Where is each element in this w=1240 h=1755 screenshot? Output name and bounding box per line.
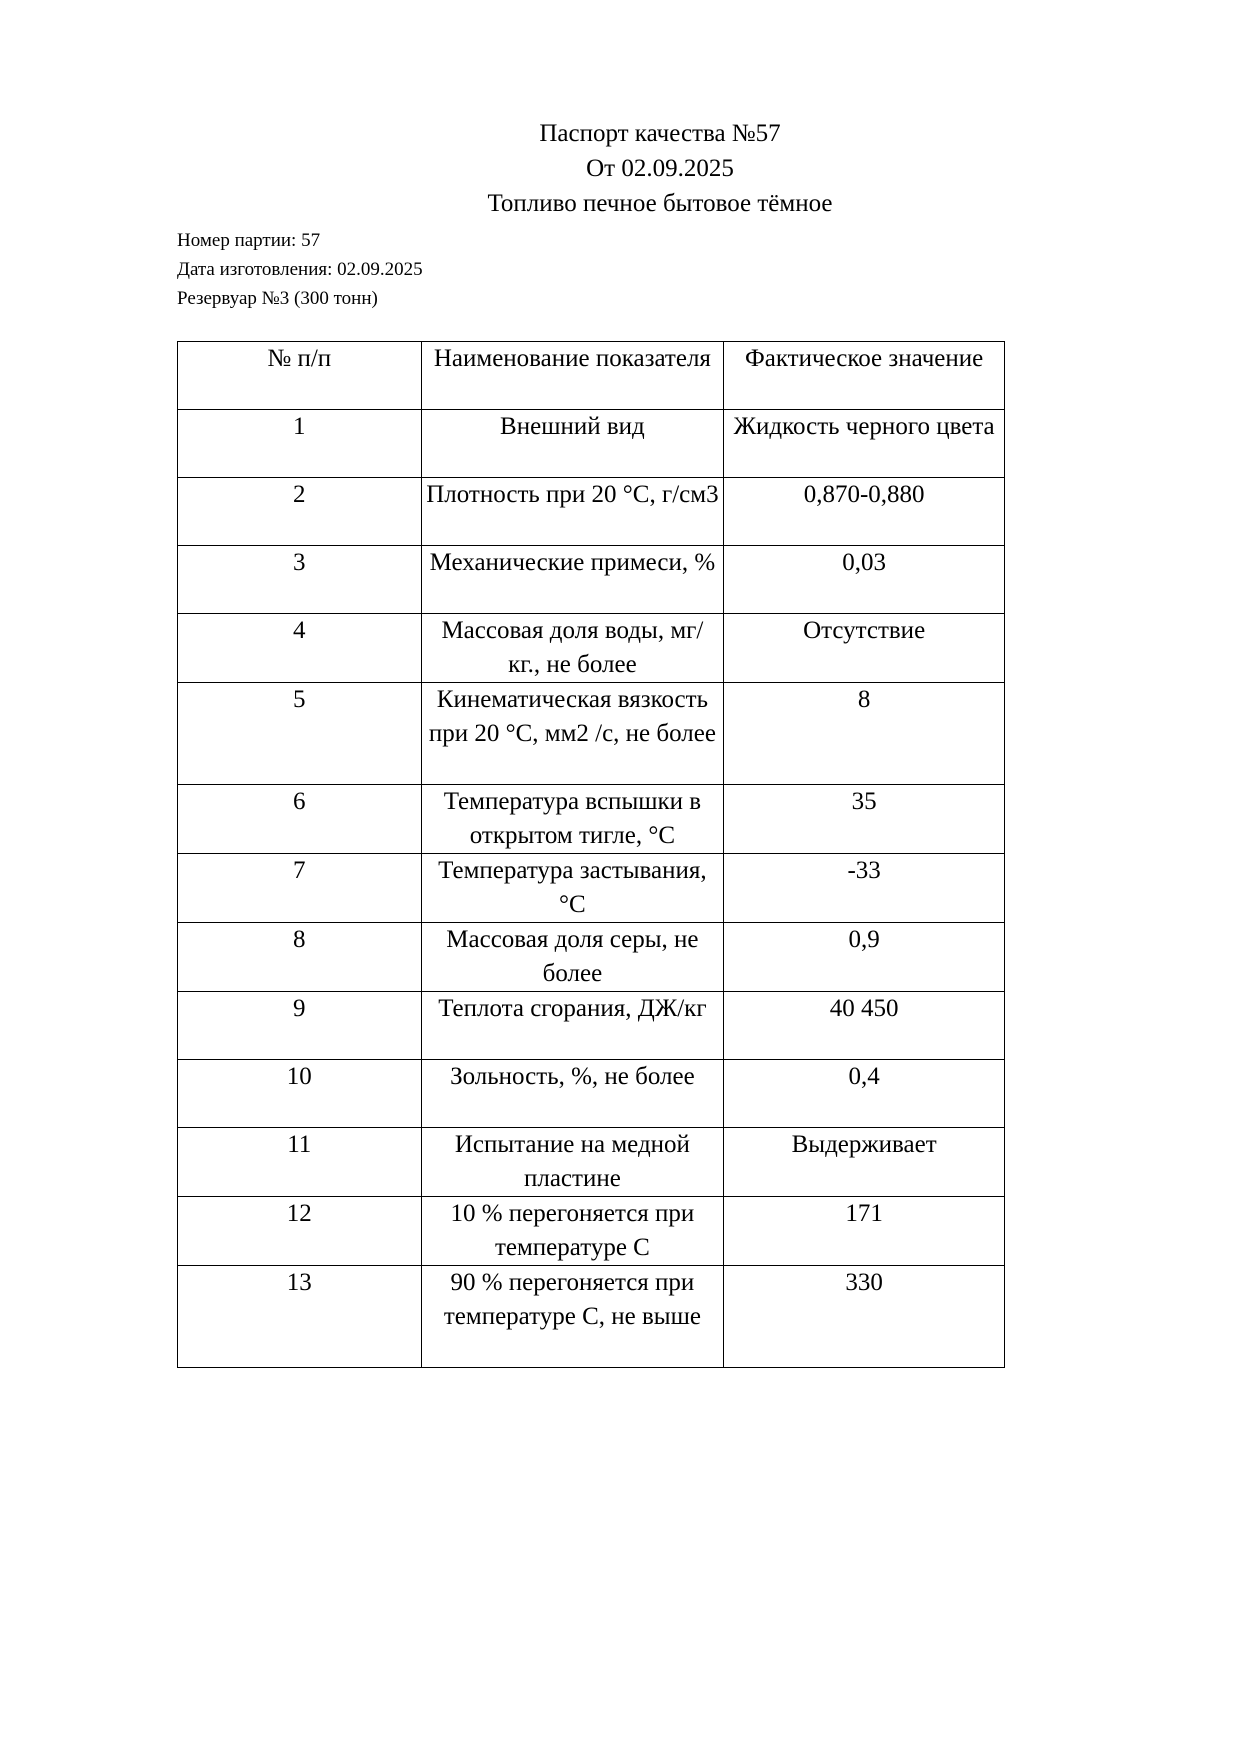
row-number: 7 [178,854,422,923]
row-indicator: Теплота сгорания, ДЖ/кг [421,992,724,1060]
row-value: Жидкость черного цвета [724,410,1005,478]
row-indicator: Испытание на медной пластине [421,1128,724,1197]
table-header-row [178,342,1005,410]
table-row [178,546,1005,614]
row-number: 6 [178,785,422,854]
row-indicator: 10 % перегоняется при температуре С [421,1197,724,1266]
row-value: Выдерживает [724,1128,1005,1197]
row-indicator: Внешний вид [421,410,724,478]
row-number: 4 [178,614,422,683]
tank-info: Резервуар №3 (300 тонн) [177,288,378,309]
row-indicator: Массовая доля воды, мг/кг., не более [421,614,724,683]
passport-title: Паспорт качества №57 [539,120,781,147]
row-value: 0,03 [724,546,1005,614]
column-header-indicator: Наименование показателя [421,342,724,410]
row-value: 171 [724,1197,1005,1266]
row-indicator: 90 % перегоняется при температуре С, не выше [421,1266,724,1368]
row-number: 12 [178,1197,422,1266]
table-row [178,992,1005,1060]
table-row [178,923,1005,992]
row-number: 3 [178,546,422,614]
row-value: 0,870-0,880 [724,478,1005,546]
table-row [178,785,1005,854]
passport-date: От 02.09.2025 [586,155,734,182]
row-indicator: Плотность при 20 °С, г/см3 [421,478,724,546]
row-value: 8 [724,683,1005,785]
row-indicator: Механические примеси, % [421,546,724,614]
batch-number: Номер партии: 57 [177,230,321,251]
manufacture-date: Дата изготовления: 02.09.2025 [177,259,423,280]
table-row [178,1060,1005,1128]
meta-block [177,226,423,313]
quality-table [177,341,1005,1368]
table-row [178,1128,1005,1197]
table-row [178,614,1005,683]
table-row [178,683,1005,785]
row-value: 40 450 [724,992,1005,1060]
row-value: 330 [724,1266,1005,1368]
row-value: -33 [724,854,1005,923]
row-value: 35 [724,785,1005,854]
row-value: 0,4 [724,1060,1005,1128]
row-number: 2 [178,478,422,546]
table-row [178,854,1005,923]
row-number: 13 [178,1266,422,1368]
row-number: 11 [178,1128,422,1197]
column-header-number: № п/п [178,342,422,410]
row-indicator: Кинематическая вязкость при 20 °С, мм2 /с, не более [421,683,724,785]
row-number: 1 [178,410,422,478]
table-row [178,1266,1005,1368]
row-number: 9 [178,992,422,1060]
table-row [178,478,1005,546]
row-indicator: Зольность, %, не более [421,1060,724,1128]
column-header-value: Фактическое значение [724,342,1005,410]
row-indicator: Температура вспышки в открытом тигле, °С [421,785,724,854]
row-value: Отсутствие [724,614,1005,683]
row-indicator: Температура застывания, °С [421,854,724,923]
table-row [178,1197,1005,1266]
title-block [460,116,860,221]
row-indicator: Массовая доля серы, не более [421,923,724,992]
table-row [178,410,1005,478]
row-value: 0,9 [724,923,1005,992]
row-number: 10 [178,1060,422,1128]
row-number: 5 [178,683,422,785]
row-number: 8 [178,923,422,992]
product-name: Топливо печное бытовое тёмное [487,190,833,217]
